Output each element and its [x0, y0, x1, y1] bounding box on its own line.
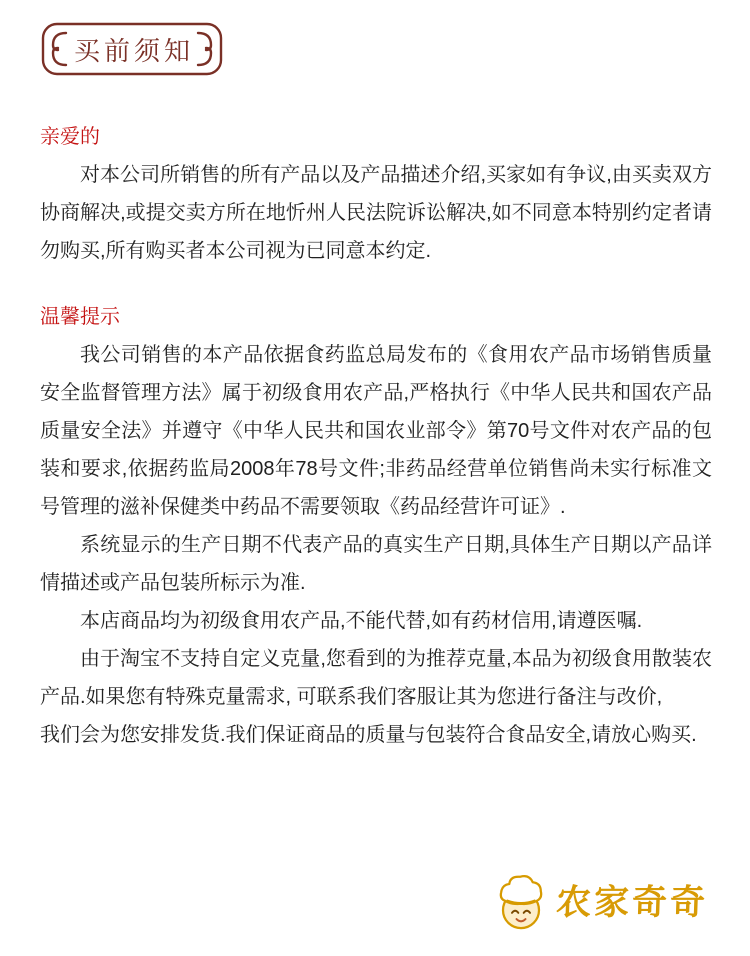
notice-content: [40, 118, 712, 754]
shipping-assurance-paragraph: 我们会为您安排发货.我们保证商品的质量与包装符合食品安全,请放心购买.: [40, 724, 697, 746]
section-heading-dear: 亲爱的: [40, 126, 100, 148]
medical-advice-paragraph: 本店商品均为初级食用农产品,不能代替,如有药材信用,请遵医嘱.: [80, 610, 643, 632]
title-frame: [38, 20, 226, 78]
page-title: 买前须知: [73, 35, 194, 66]
brand-logo: [494, 872, 708, 932]
section-heading-tips: 温馨提示: [40, 306, 120, 328]
dispute-resolution-paragraph: 对本公司所销售的所有产品以及产品描述介绍,买家如有争议,由买卖双方协商解决,或提交卖方所在地忻州人民法院诉讼解决,如不同意本特别约定者请勿购买,所有购买者本公司视为已同意本约定.: [40, 164, 712, 262]
weight-note-paragraph: 由于淘宝不支持自定义克量,您看到的为推荐克量,本品为初级食用散装农产品.如果您有特殊克量需求, 可联系我们客服让其为您进行备注与改价,: [40, 648, 712, 708]
chef-mascot-icon: [494, 872, 548, 932]
regulation-paragraph: 我公司销售的本产品依据食药监总局发布的《食用农产品市场销售质量安全监督管理方法》属于初级食用农产品,严格执行《中华人民共和国农产品质量安全法》并遵守《中华人民共和国农业部令》第70号文件对农产品的包装和要求,依据药监局2008年78号文件;非药品经营单位销售尚未实行标准文号管理的滋补保健类中药品不需要领取《药品经营许可证》.: [40, 344, 712, 518]
production-date-paragraph: 系统显示的生产日期不代表产品的真实生产日期,具体生产日期以产品详情描述或产品包装所标示为准.: [40, 534, 712, 594]
brand-name: 农家奇奇: [555, 881, 709, 923]
